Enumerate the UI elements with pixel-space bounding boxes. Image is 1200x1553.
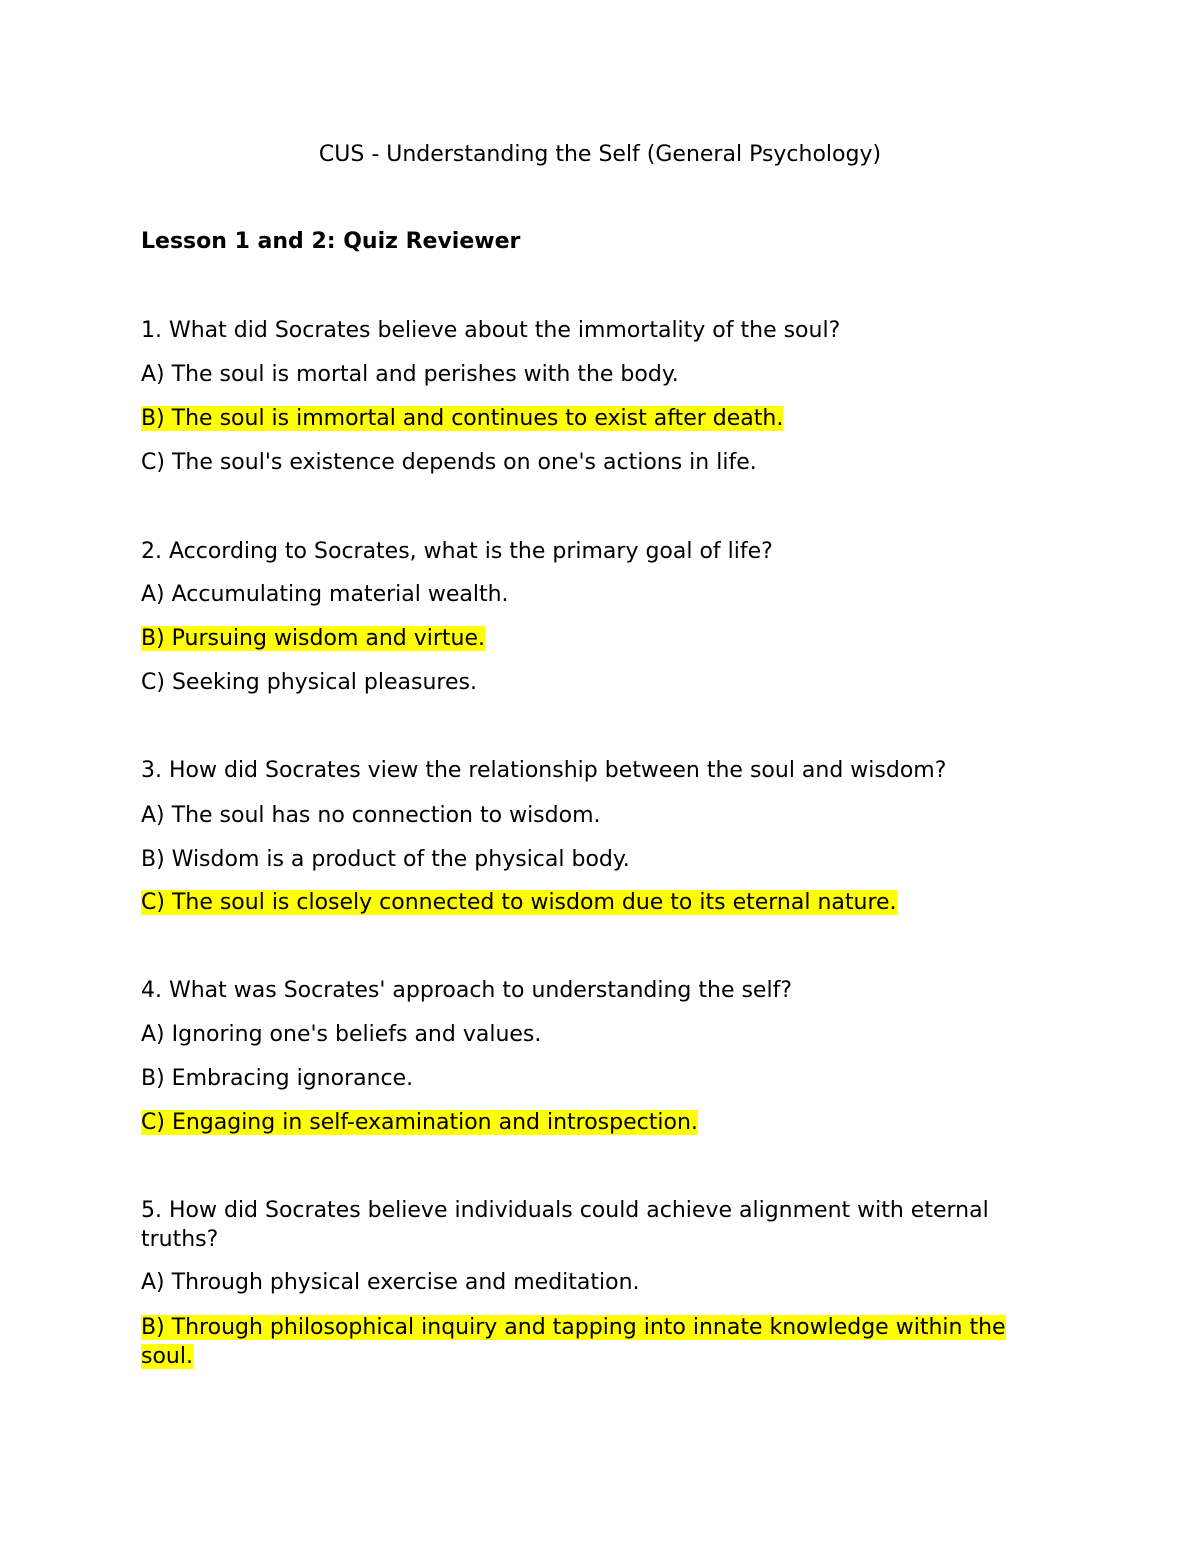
question-4-option-b [141,1064,1041,1093]
question-1-option-a [141,360,1041,389]
highlighted-answer: B) The soul is immortal and continues to exist after death. [141,406,784,431]
option-text: B) Embracing ignorance. [141,1066,414,1091]
question-3-option-c-answer [141,888,1041,917]
option-text: C) Seeking physical pleasures. [141,670,477,695]
highlighted-answer: C) Engaging in self-examination and introspection. [141,1110,698,1135]
document-title: CUS - Understanding the Self (General Psychology) [318,142,882,167]
question-1: 1. What did Socrates believe about the immortality of the soul? [141,318,841,343]
question-3-option-a [141,801,1041,830]
question-2: 2. According to Socrates, what is the primary goal of life? [141,539,773,564]
option-text: A) Through physical exercise and meditation. [141,1270,640,1295]
question-3-option-b [141,845,1041,874]
option-text: C) The soul's existence depends on one's actions in life. [141,450,757,475]
highlighted-answer: B) Pursuing wisdom and virtue. [141,626,486,651]
question-1-option-b-answer [141,404,1041,433]
option-text: B) Wisdom is a product of the physical body. [141,847,630,872]
highlighted-answer: C) The soul is closely connected to wisdom due to its eternal nature. [141,890,897,915]
option-text: A) The soul is mortal and perishes with the body. [141,362,679,387]
question-4-option-c-answer [141,1108,1041,1137]
question-1-option-c [141,448,1041,477]
question-3: 3. How did Socrates view the relationship between the soul and wisdom? [141,758,947,783]
option-text: A) The soul has no connection to wisdom. [141,803,601,828]
option-text: A) Ignoring one's beliefs and values. [141,1022,542,1047]
option-text: A) Accumulating material wealth. [141,582,509,607]
question-5: 5. How did Socrates believe individuals could achieve alignment with eternal truths? [141,1198,989,1252]
question-5-option-b-answer [141,1313,1041,1371]
question-4-option-a [141,1020,1041,1049]
question-2-option-c [141,668,1041,697]
lesson-heading: Lesson 1 and 2: Quiz Reviewer [141,229,521,254]
question-4: 4. What was Socrates' approach to understanding the self? [141,978,792,1003]
question-2-option-b-answer [141,624,1041,653]
question-5-option-a [141,1268,1041,1297]
question-2-option-a [141,580,1041,609]
highlighted-answer: B) Through philosophical inquiry and tapping into innate knowledge within the soul. [141,1315,1006,1369]
